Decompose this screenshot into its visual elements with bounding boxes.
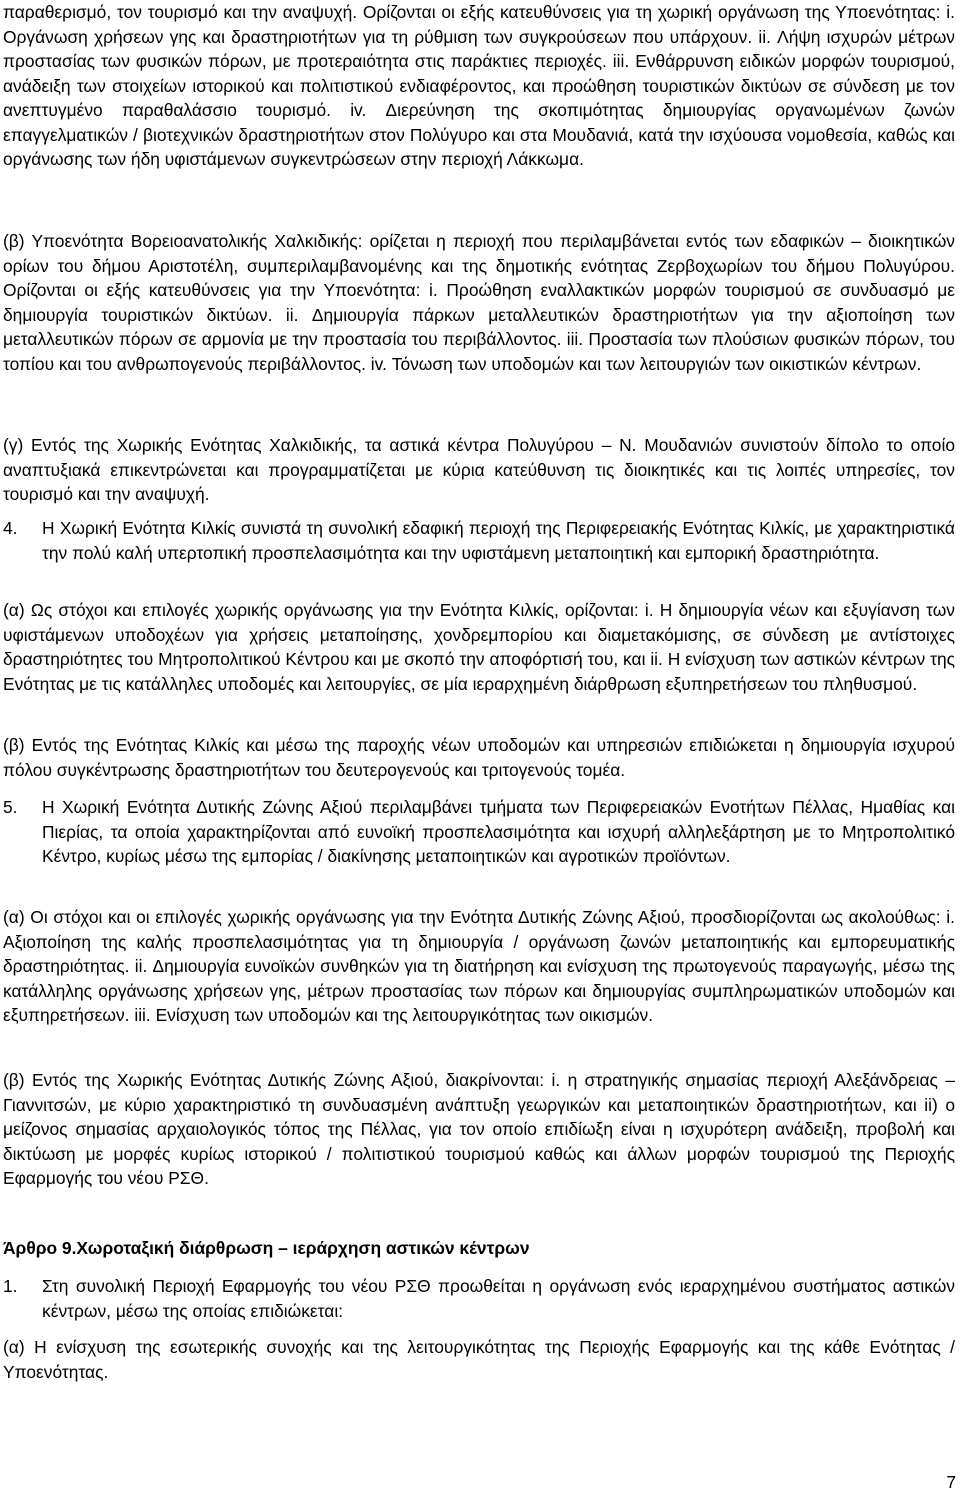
paragraph-text: Η Χωρική Ενότητα Κιλκίς συνιστά τη συνολική εδαφική περιοχή της Περιφερειακής Ενότητας Κιλκίς, με χαρακτηριστικά την πολύ καλή υπερτοπική προσπελασιμότητα και την υφιστάμενη μεταποιητική και εμπορική δραστηριότητα. xyxy=(42,518,955,563)
paragraph-text: Η Χωρική Ενότητα Δυτικής Ζώνης Αξιού περιλαμβάνει τμήματα των Περιφερειακών Ενοτήτων Πέλλας, Ημαθίας και Πιερίας, τα οποία χαρακτηρίζονται από ευνοϊκή προσπελασιμότητα και ισχυρή αλληλεξάρτηση με το Μητροπολιτικό Κέντρο, κυρίως μέσω της εμπορίας / διακίνησης μεταποιητικών και αγροτικών προϊόντων. xyxy=(42,797,955,866)
numbered-paragraph-kilkis-unit xyxy=(3,516,955,565)
paragraph-number: 1. xyxy=(3,1276,18,1296)
paragraph-ne-chalkidiki-subunit: (β) Υποενότητα Βορειοανατολικής Χαλκιδικής: ορίζεται η περιοχή που περιλαμβάνεται εντός των εδαφικών – διοικητικών ορίων του δήμου Αριστοτέλη, συμπεριλαμβανομένης και της δημοτικής ενότητας Ζερβοχωρίων του δήμου Πολυγύρου. Ορίζονται οι εξής κατευθύνσεις για την Υποενότητα: i. Προώθηση εναλλακτικών μορφών τουρισμού σε συνδυασμό με δημιουργία τουριστικών δικτύων. ii. Δημιουργία πάρκων μεταλλευτικών δραστηριοτήτων για την αξιοποίηση των μεταλλευτικών πόρων σε αρμονία με την προστασία του περιβάλλοντος. iii. Προστασία των πλούσιων φυσικών πόρων, του τοπίου και του ανθρωπογενούς περιβάλλοντος. iv. Τόνωση των υποδομών και των λειτουργιών των οικιστικών κέντρων. xyxy=(3,231,955,374)
paragraph-number: 4. xyxy=(3,518,18,538)
paragraph-kilkis-objectives: (α) Ως στόχοι και επιλογές χωρικής οργάνωσης για την Ενότητα Κιλκίς, ορίζονται: i. Η δημιουργία νέων και εξυγίανση των υφιστάμενων υποδοχέων για χρήσεις μεταποίησης, χονδρεμπορίου και διαμετακόμισης, σε σύνδεση με αντίστοιχες δραστηριότητες του Μητροπολιτικού Κέντρου και με σκοπό την αποφόρτισή του, και ii. Η ενίσχυση των αστικών κέντρων της Ενότητας με τις κατάλληλες υποδομές και λειτουργίες, σε μία ιεραρχημένη διάρθρωση εξυπηρετήσεων του πληθυσμού. xyxy=(3,600,955,694)
paragraph-axios-objectives: (α) Οι στόχοι και οι επιλογές χωρικής οργάνωσης για την Ενότητα Δυτικής Ζώνης Αξιού, προσδιορίζονται ως ακολούθως: i. Αξιοποίηση της καλής προσπελασιμότητας για τη δημιουργία / οργάνωση ζωνών μεταποιητικής και εμπορευματικής δραστηριότητας. ii. Δημιουργία ευνοϊκών συνθηκών για τη διατήρηση και ενίσχυση της πρωτογενούς παραγωγής, μέσω της κατάλληλης οργάνωσης χρήσεων γης, μέτρων προστασίας των πόρων και δημιουργίας συμπληρωματικών υποδομών και εξυπηρετήσεων. iii. Ενίσχυση των υποδομών και της λειτουργικότητας των οικισμών. xyxy=(3,907,955,1025)
numbered-paragraph-urban-hierarchy xyxy=(3,1274,955,1323)
paragraph-chalkidiki-urban-centres: (γ) Εντός της Χωρικής Ενότητας Χαλκιδικής, τα αστικά κέντρα Πολυγύρου – Ν. Μουδανιών συνιστούν δίπολο το οποίο αναπτυξιακά επικεντρώνεται και προγραμματίζεται με κύρια κατεύθυνση τις διοικητικές και τις λοιπές υπηρεσίες, τον τουρισμό και την αναψυχή. xyxy=(3,435,955,504)
paragraph-number: 5. xyxy=(3,797,18,817)
paragraph-internal-cohesion: (α) Η ενίσχυση της εσωτερικής συνοχής και της λειτουργικότητας της Περιοχής Εφαρμογής και της κάθε Ενότητας / Υποενότητας. xyxy=(3,1337,955,1382)
article-9-heading: Άρθρο 9.Χωροταξική διάρθρωση – ιεράρχηση αστικών κέντρων xyxy=(3,1238,530,1258)
numbered-paragraph-axios-west-zone xyxy=(3,795,955,869)
paragraph-chalkidiki-subunit-directions: παραθερισμό, τον τουρισμό και την αναψυχή. Ορίζονται οι εξής κατευθύνσεις για τη χωρική οργάνωση της Υποενότητας: i. Οργάνωση χρήσεων γης και δραστηριοτήτων για τη ρύθμιση των συγκρούσεων που υπάρχουν. ii. Λήψη ισχυρών μέτρων προστασίας των φυσικών πόρων, με προτεραιότητα στις παράκτιες περιοχές. iii. Ενθάρρυνση ειδικών μορφών τουρισμού, ανάδειξη των στοιχείων ιστορικού και πολιτιστικού ενδιαφέροντος, και προώθηση τουριστικών δικτύων σε σύνδεση με τον ανεπτυγμένο παραθαλάσσιο τουρισμό. iv. Διερεύνηση της σκοπιμότητας δημιουργίας οργανωμένων ζωνών επαγγελματικών / βιοτεχνικών δραστηριοτήτων στον Πολύγυρο και στα Μουδανιά, κατά την ισχύουσα νομοθεσία, καθώς και οργάνωσης των ήδη υφιστάμενων συγκεντρώσεων στην περιοχή Λάκκωμα. xyxy=(3,2,955,169)
paragraph-axios-distinguished-areas: (β) Εντός της Χωρικής Ενότητας Δυτικής Ζώνης Αξιού, διακρίνονται: i. η στρατηγικής σημασίας περιοχή Αλεξάνδρειας – Γιαννιτσών, με κύριο χαρακτηριστικό τη συνδυασμένη ανάπτυξη γεωργικών και μεταποιητικών δραστηριοτήτων, και ii) ο μείζονος σημασίας αρχαιολογικός τόπος της Πέλλας, για τον οποίο επιδίωξη είναι η ισχυρότερη ανάδειξη, προβολή και δικτύωση με μορφές κυρίως ιστορικού / πολιτιστικού τουρισμού καθώς και άλλων μορφών τουρισμού της Περιοχής Εφαρμογής του νέου ΡΣΘ. xyxy=(3,1070,955,1188)
paragraph-kilkis-growth-pole: (β) Εντός της Ενότητας Κιλκίς και μέσω της παροχής νέων υποδομών και υπηρεσιών επιδιώκεται η δημιουργία ισχυρού πόλου συγκέντρωσης δραστηριοτήτων του δευτερογενούς και τριτογενούς τομέα. xyxy=(3,735,955,780)
page-number: 7 xyxy=(946,1472,956,1492)
paragraph-text: Στη συνολική Περιοχή Εφαρμογής του νέου ΡΣΘ προωθείται η οργάνωση ενός ιεραρχημένου συστήματος αστικών κέντρων, μέσω της οποίας επιδιώκεται: xyxy=(42,1276,955,1321)
